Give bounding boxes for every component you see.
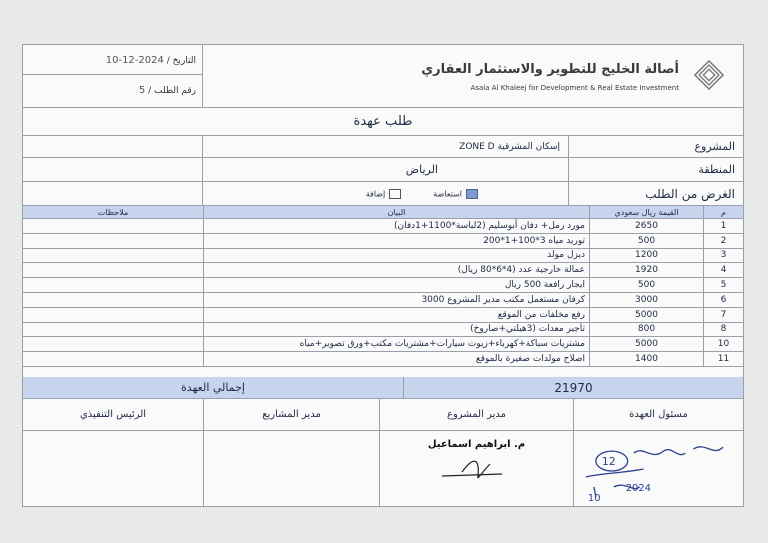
row-notes (23, 337, 203, 351)
purpose-label: الغرض من الطلب (645, 186, 735, 201)
table-row (23, 308, 743, 323)
row-no: 3 (703, 249, 743, 263)
table-row (23, 323, 743, 338)
signature-titles-row (23, 399, 743, 431)
region-value: الرياض (203, 158, 569, 181)
row-value: 500 (589, 278, 703, 292)
signature-boxes-row (23, 431, 743, 507)
row-desc: ايجار رافعة 500 ريال (203, 278, 589, 292)
row-no: 5 (703, 278, 743, 292)
company-name-ar: أصالة الخليج للتطوير والاستثمار العقاري (421, 62, 679, 77)
table-header (23, 206, 743, 219)
row-value: 5000 (589, 337, 703, 351)
region-label: المنطقة (698, 163, 735, 176)
purpose-row (23, 182, 743, 206)
row-value: 1920 (589, 263, 703, 277)
table-row (23, 337, 743, 352)
row-no: 10 (703, 337, 743, 351)
pm-name: م. ابراهيم اسماعيل (427, 439, 526, 450)
row-value: 500 (589, 234, 703, 248)
row-notes (23, 293, 203, 307)
row-notes (23, 352, 203, 366)
purpose-option-replenish[interactable]: استعاضة (433, 189, 478, 199)
row-desc: ديزل مولد (203, 249, 589, 263)
row-value: 1400 (589, 352, 703, 366)
row-value: 800 (589, 323, 703, 337)
row-notes (23, 234, 203, 248)
date-label: التاريخ / (166, 56, 196, 66)
purpose-blank (23, 182, 203, 205)
svg-text:10: 10 (587, 492, 601, 504)
col-value: القيمة ريال سعودي (589, 206, 703, 218)
custodian-signature-icon (574, 431, 743, 507)
sig-custodian: مسئول العهدة (573, 399, 743, 430)
region-row (23, 158, 743, 182)
total-label: إجمالي العهدة (181, 381, 245, 394)
row-notes (23, 263, 203, 277)
project-label: المشروع (694, 140, 735, 153)
row-desc: تأجير معدات (3هيلتي+صاروخ) (203, 323, 589, 337)
table-row (23, 278, 743, 293)
purpose-option-add[interactable]: إضافة (366, 189, 402, 199)
row-notes (23, 323, 203, 337)
purpose-options (203, 182, 569, 205)
pm-signature-icon (432, 450, 522, 486)
row-no: 1 (703, 219, 743, 233)
header-row (23, 45, 743, 108)
row-value: 1200 (589, 249, 703, 263)
table-row (23, 293, 743, 308)
form-title: طلب عهدة (353, 114, 413, 129)
row-desc: اصلاح مولدات صغيرة بالموقع (203, 352, 589, 366)
add-checkbox[interactable] (389, 189, 401, 199)
col-no: م (703, 206, 743, 218)
row-no: 11 (703, 352, 743, 366)
project-row (23, 136, 743, 158)
region-blank (23, 158, 203, 181)
table-row (23, 352, 743, 367)
row-desc: مورد رمل+ دفان أبوسليم (2لباسة*1100+1دفان) (203, 219, 589, 233)
sig-box-custodian (573, 431, 743, 507)
company-name-en: Asala Al Khaleej for Development & Real Estate Investment (470, 84, 679, 92)
table-row (23, 219, 743, 234)
request-form-sheet (22, 44, 744, 507)
sig-project-manager: مدير المشروع (379, 399, 573, 430)
sig-box-projects-director (203, 431, 379, 507)
title-row (23, 108, 743, 136)
row-notes (23, 278, 203, 292)
row-desc: عمالة خارجية عدد (4*6*80 ريال) (203, 263, 589, 277)
svg-text:12: 12 (601, 455, 616, 469)
replenish-checkbox[interactable] (466, 189, 478, 199)
row-value: 2650 (589, 219, 703, 233)
total-value: 21970 (403, 377, 743, 398)
logo-mark-icon (689, 55, 729, 95)
col-desc: البيان (203, 206, 589, 218)
table-row (23, 249, 743, 264)
total-row (23, 377, 743, 399)
row-value: 3000 (589, 293, 703, 307)
project-blank (23, 136, 203, 157)
date-value: 2024-12-10 (105, 55, 164, 66)
row-no: 4 (703, 263, 743, 277)
row-notes (23, 249, 203, 263)
sig-box-ceo (23, 431, 203, 507)
project-value: إسكان المشرقية ZONE D (203, 136, 569, 157)
sig-box-project-manager (379, 431, 573, 507)
row-value: 5000 (589, 308, 703, 322)
table-row (23, 234, 743, 249)
row-desc: توريد مياه 3*100+1*200 (203, 234, 589, 248)
row-no: 6 (703, 293, 743, 307)
request-no-value: 5 (138, 85, 146, 96)
row-no: 8 (703, 323, 743, 337)
row-no: 2 (703, 234, 743, 248)
row-desc: رفع مخلفات من الموقع (203, 308, 589, 322)
company-logo (421, 53, 729, 101)
row-desc: مشتريات سباكة+كهرباء+زيوت سيارات+مشتريات مكتب+ورق تصوير+مياه (203, 337, 589, 351)
request-no-label: رقم الطلب / (148, 86, 196, 96)
request-no-line (139, 85, 196, 96)
table-row (23, 263, 743, 278)
date-line (106, 55, 196, 66)
col-notes: ملاحظات (97, 207, 129, 217)
svg-text:2024: 2024 (625, 482, 651, 494)
sig-ceo: الرئيس التنفيذي (79, 409, 147, 420)
row-notes (23, 308, 203, 322)
header-meta (23, 45, 203, 107)
row-desc: كرفان مستعمل مكتب مدير المشروع 3000 (203, 293, 589, 307)
sig-projects-director: مدير المشاريع (203, 399, 379, 430)
row-notes (23, 219, 203, 233)
row-no: 7 (703, 308, 743, 322)
